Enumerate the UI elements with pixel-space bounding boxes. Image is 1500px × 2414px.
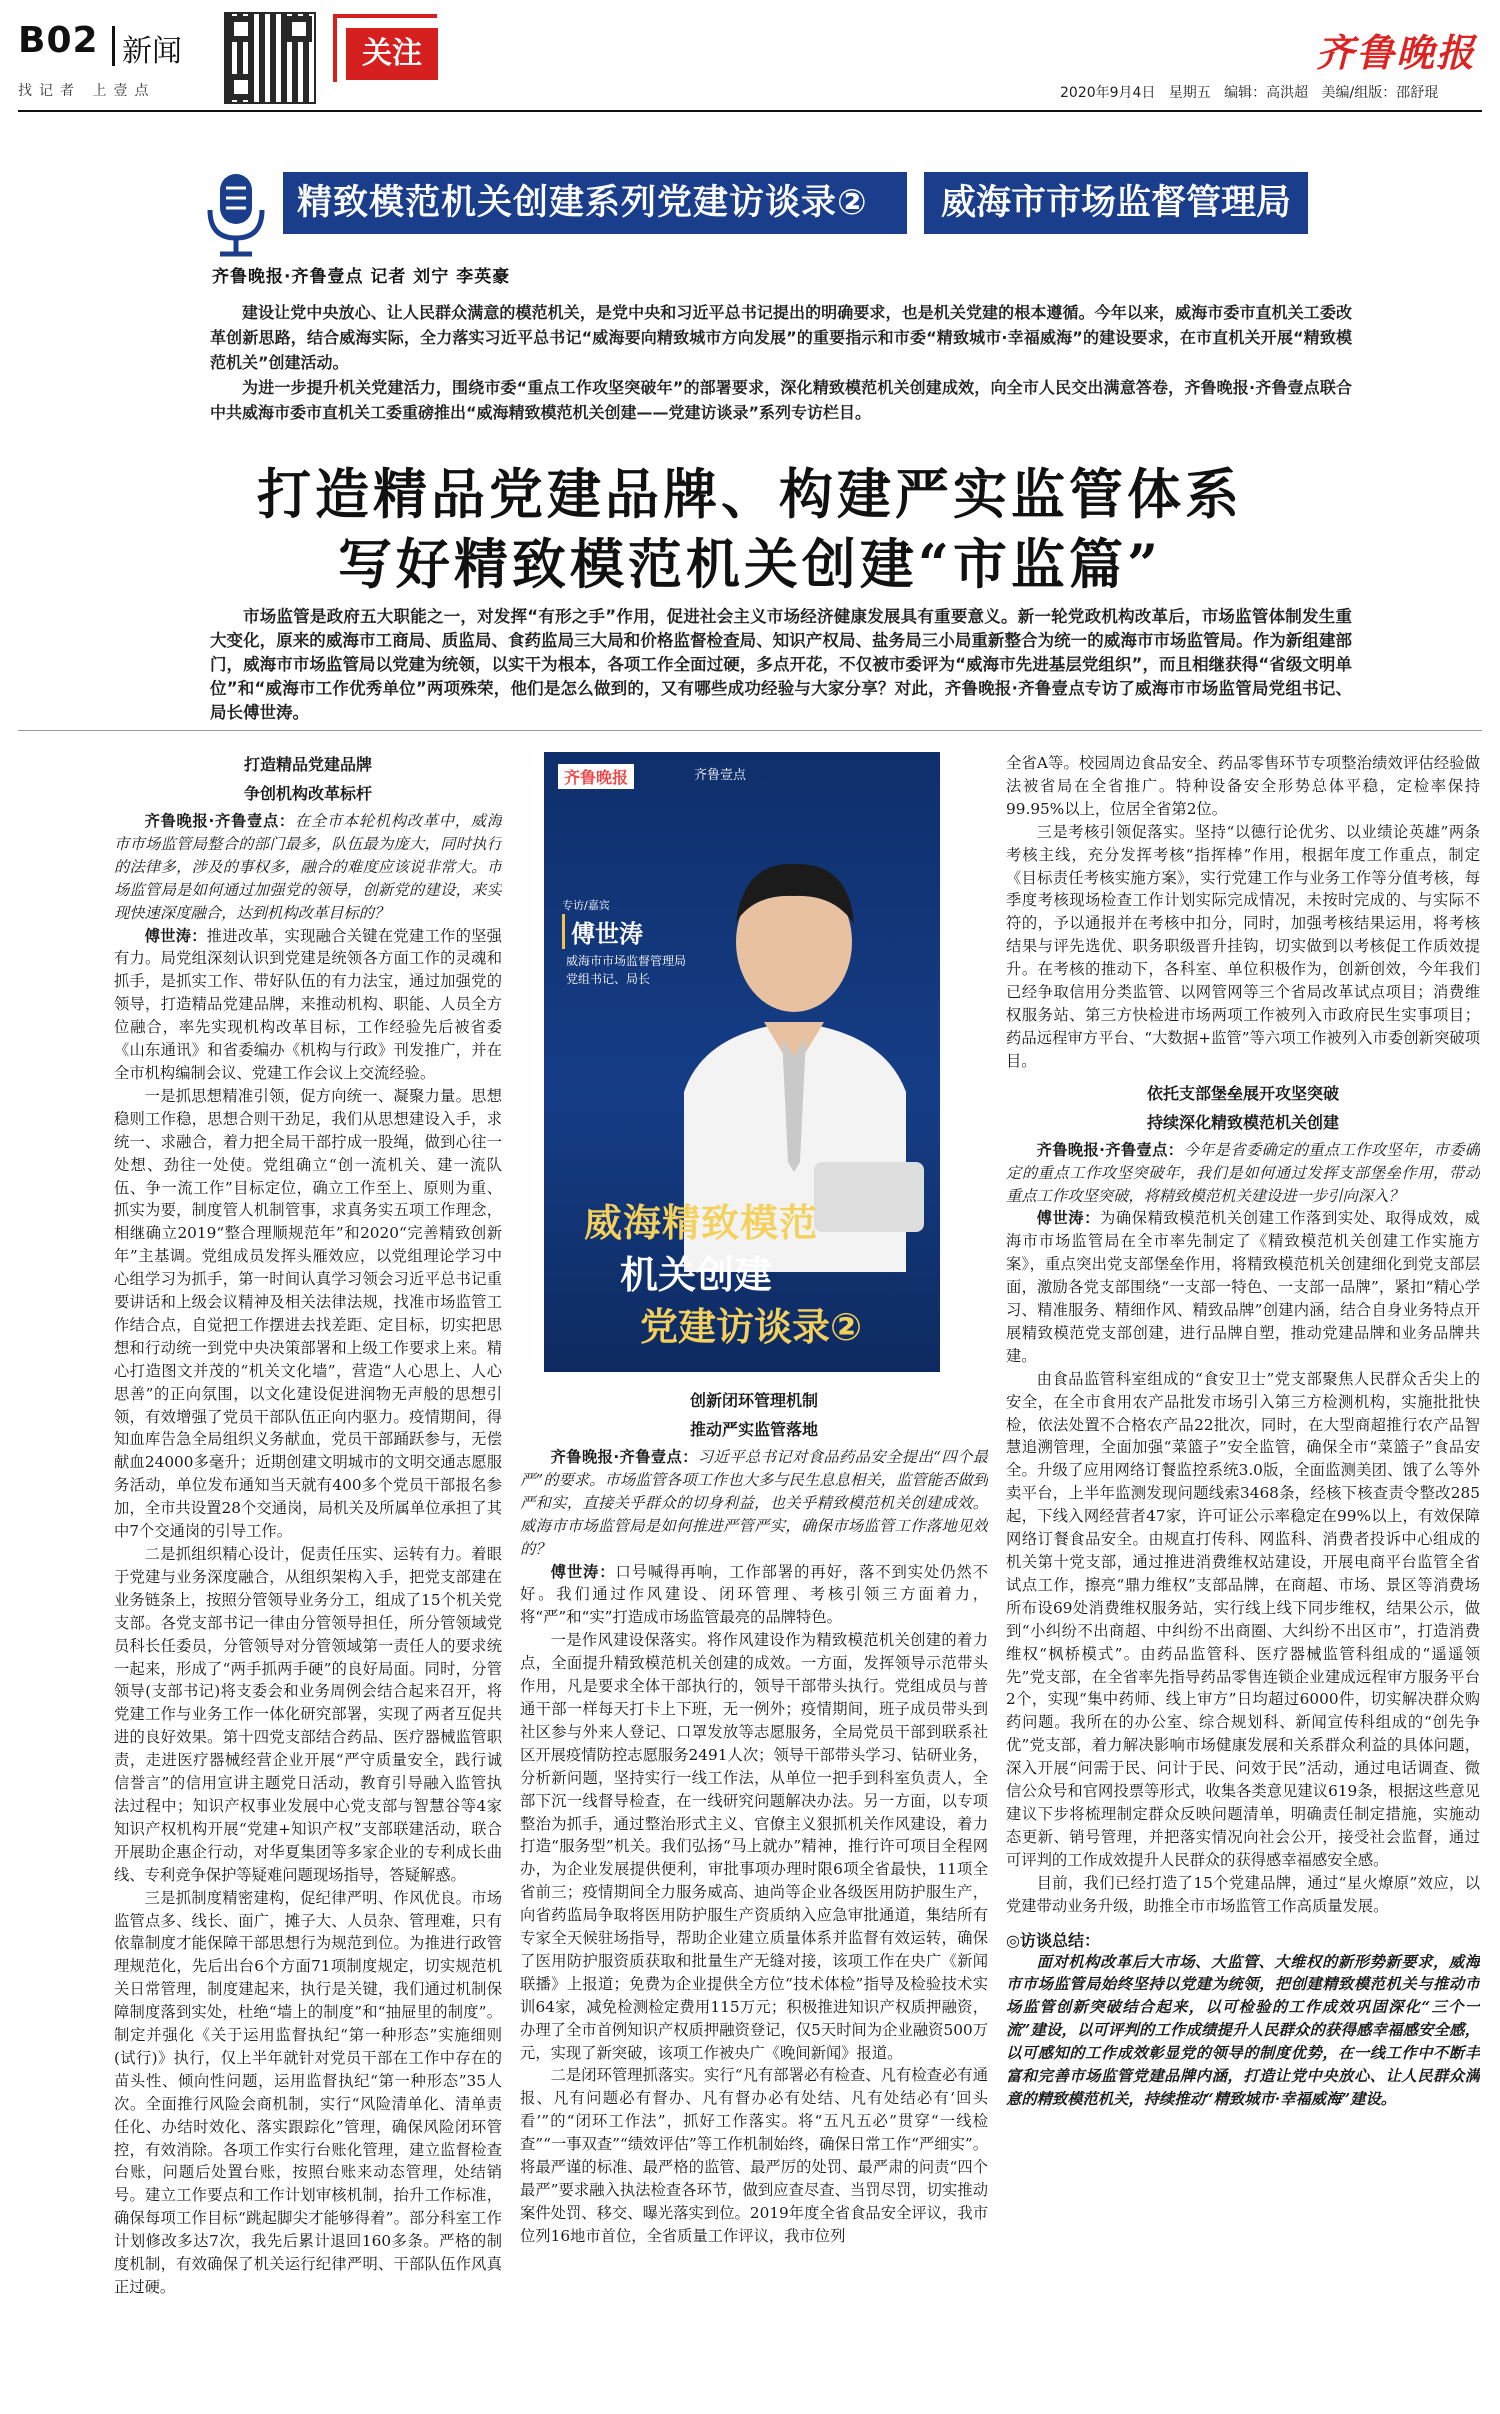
answer-paragraph [1006, 1207, 1480, 1367]
dateline: 2020年9月4日 星期五 编辑：高洪超 美编/组版：邵舒琨 [1060, 85, 1439, 101]
body-paragraph: 目前，我们已经打造了15个党建品牌，通过“星火燎原”效应，以党建带动业务升级，助推全市市场监管工作高质量发展。 [1006, 1873, 1480, 1915]
answer-paragraph [114, 925, 502, 1085]
answer-label: 傅世涛： [1036, 1209, 1101, 1228]
body-paragraph: 一是抓思想精准引领，促方向统一、凝聚力量。思想稳则工作稳，思想合则干劲足，我们从思想建设入手，求统一、求融合，着力把全局干部拧成一股绳，做到心往一处想、劲往一处使。党组确立“创一流机关、建一流队伍、争一流工作”目标定位，确立工作至上、原则为重、抓实为要，制度管人机制管事，求真务实五项工作理念，相继确立2019“整合理顺规范年”和2020“完善精致创新年”主基调。党组成员发挥头雁效应，以党组理论学习中心组学习为抓手，第一时间认真学习领会习近平总书记重要讲话和上级会议精神及相关法律法规，找准市场监管工作结合点，自觉把工作摆进去找差距、定目标，切实把思想和行动统一到党中央决策部署和上级工作要求上来。精心打造图文并茂的“机关文化墙”，营造“人心思上、人心思善”的正向氛围，以文化建设促进润物无声般的思想引领，有效增强了党员干部队伍正向内驱力。疫情期间，得知血库告急全局组织义务献血，党员干部踊跃参与，无偿献血24000多毫升；近期创建文明城市的文明交通志愿服务活动，单位发布通知当天就有400多个党员干部报名参加，全市共设置28个交通岗，局机关及所属单位承担了其中7个交通岗的引导工作。 [114, 1086, 502, 1541]
interviewee-title: 党组书记、局长 [566, 972, 651, 986]
photo-tag: 专访/嘉宾 [562, 899, 610, 912]
answer-text: 推进改革，实现融合关键在党建工作的坚强有力。局党组深刻认识到党建是统领各方面工作的灵魂和抓手，是抓实工作、带好队伍的有力法宝，通过加强党的领导，打造精品党建品牌，来推动机构、职能、人员全方位融合，率先实现机构改革目标，工作经验先后被省委《山东通讯》和省委编办《机构与行政》刊发推广，并在全市机构编制会议、党建工作会议上交流经验。 [114, 926, 502, 1082]
subheading: 持续深化精致模范机关创建 [1146, 1112, 1339, 1132]
lead-paragraph: 市场监管是政府五大职能之一，对发挥“有形之手”作用，促进社会主义市场经济健康发展具有重要意义。新一轮党政机构改革后，市场监管体制发生重大变化，原来的威海市工商局、质监局、食药监局三大局和价格监督检查局、知识产权局、盐务局三小局重新整合为统一的威海市市场监管局。作为新组建部门，威海市市场监管局以党建为统领，以实干为根本，各项工作全面过硬，多点开花，不仅被市委评为“威海市先进基层党组织”，而且相继获得“省级文明单位”和“威海市工作优秀单位”两项殊荣，他们是怎么做到的，又有哪些成功经验与大家分享？对此，齐鲁晚报·齐鲁壹点专访了威海市市场监管局党组书记、局长傅世涛。 [210, 607, 1352, 722]
photo-caption-line2: 机关创建 [620, 1253, 773, 1297]
question-label: 齐鲁晚报·齐鲁壹点： [144, 812, 295, 830]
photo-logo: 齐鲁晚报 [558, 764, 634, 789]
body-paragraph: 二是抓组织精心设计，促责任压实、运转有力。着眼于党建与业务深度融合，从组织架构入手，把党支部建在业务链条上，按照分管领导业务分工，组成了15个机关党支部。各党支部书记一律由分管领导担任，所分管领域党员科长任委员，分管领导对分管领域第一责任人的要求统一起来，形成了“两手抓两手硬”的良好局面。同时，分管领导(支部书记)将支委会和业务周例会结合起来召开，将党建工作与业务工作一体化研究部署，实现了两者互促共进的良好效果。第十四党支部结合药品、医疗器械监管职责，走进医疗器械经营企业开展“严守质量安全，践行诚信誉言”的信用宣讲主题党日活动，教育引导融入监管执法过程中；知识产权事业发展中心党支部与智慧谷等4家知识产权机构开展“党建+知识产权”支部联建活动，联合开展助企惠企行动，对华夏集团等多家企业的专利成长曲线、专利竞争保护等疑难问题现场指导，答疑解惑。 [114, 1545, 502, 1884]
photo-caption-line3: 党建访谈录② [640, 1305, 863, 1349]
intro-paragraph: 为进一步提升机关党建活力，围绕市委“重点工作攻坚突破年”的部署要求，深化精致模范机关创建成效，向全市人民交出满意答卷，齐鲁晚报·齐鲁壹点联合中共威海市委市直机关工委重磅推出“威海精致模范机关创建——党建访谈录”系列专访栏目。 [210, 378, 1352, 422]
body-paragraph: 全省A等。校园周边食品安全、药品零售环节专项整治绩效评估经验做法被省局在全省推广。特种设备安全形势总体平稳，定检率保持99.95%以上，位居全省第2位。 [1006, 754, 1480, 818]
subheading: 推动严实监管落地 [689, 1420, 818, 1439]
body-paragraph: 三是抓制度精密建构，促纪律严明、作风优良。市场监管点多、线长、面广，摊子大、人员杂、管理难，只有依靠制度才能保障干部思想行为规范到位。为推进行政管理规范化，先后出台6个方面71项制度规定，切实规范机关日常管理，制度建起来，执行是关键，我们通过机制保障制度落到实处，杜绝“墙上的制度”和“抽屉里的制度”。制定并强化《关于运用监督执纪“第一种形态”实施细则(试行)》执行，仅上半年就针对党员干部在工作中存在的苗头性、倾向性问题，运用监督执纪“第一种形态”35人次。全面推行风险会商机制，实行“风险清单化、清单责任化、办结时效化、落实跟踪化”管理，确保风险闭环管控，有效消除。各项工作实行台账化管理，建立监督检查台账，问题后处置台账，按照台账来动态管理，处结销号。建立工作要点和工作计划审核机制，抬升工作标准，确保每项工作目标“跳起脚尖才能够得着”。部分科室工作计划修改多达7次，我先后累计退回160多条。严格的制度机制，有效确保了机关运行纪律严明、干部队伍作风真正过硬。 [114, 1888, 502, 2296]
question-label: 齐鲁晚报·齐鲁壹点： [1036, 1140, 1184, 1159]
headline-line2: 写好精致模范机关创建“市监篇” [337, 532, 1163, 596]
microphone-icon [196, 170, 276, 260]
body-paragraph: 二是闭环管理抓落实。实行“凡有部署必有检查、凡有检查必有通报、凡有问题必有督办、凡有督办必有处结、凡有处结必有‘回头看’”的“闭环工作法”，抓好工作落实。将“五凡五必”贯穿“一线检查”“一事双查”“绩效评估”等工作机制始终，确保日常工作“严细实”。将最严谨的标准、最严格的监管、最严厉的处罚、最严肃的问责“四个最严”要求融入执法检查各环节，做到应查尽查、当罚尽罚，切实推动案件处罚、移交、曝光落实到位。2019年度全省食品安全评议，我市位列16地市首位，全省质量工作评议，我市位列 [520, 2066, 988, 2245]
subheading: 创新闭环管理机制 [689, 1391, 818, 1410]
question-paragraph [520, 1446, 988, 1561]
headline-line1: 打造精品党建品牌、构建严实监管体系 [257, 462, 1243, 526]
question-label: 齐鲁晚报·齐鲁壹点： [550, 1448, 698, 1466]
intro-block [210, 300, 1352, 425]
photo-logo-2: 齐鲁壹点 [694, 768, 747, 783]
section-tag: 关注 [346, 28, 438, 80]
newspaper-logo: 齐鲁晚报 [1316, 30, 1477, 75]
question-paragraph [1006, 1139, 1480, 1208]
body-paragraph: 一是作风建设保落实。将作风建设作为精致模范机关创建的着力点，全面提升精致模范机关创建的成效。一方面，发挥领导示范带头作用，凡是要求全体干部执行的，领导干部带头执行。党组成员与普通干部一样每天打卡上下班，无一例外；疫情期间，班子成员带头到社区参与外来人登记、口罩发放等志愿服务，全局党员干部到联系社区开展疫情防控志愿服务2491人次；领导干部带头学习、钻研业务，分析新问题，坚持实行一线工作法，从单位一把手到科室负责人，全部下沉一线督导检查，在一线研究问题解决办法。另一方面，以专项整治为抓手，通过整治形式主义、官僚主义狠抓机关作风建设，着力打造“服务型”机关。我们弘扬“马上就办”精神，推行许可项目全程网办，为企业发展提供便利，审批事项办理时限6项全省最快，11项全省前三；疫情期间全力服务威高、迪尚等企业各级医用防护服生产，向省药监局争取将医用防护服生产资质纳入应急审批通道，集结所有专家全天候驻场指导，帮助企业建立质量体系并监督有效运转，确保了医用防护服资质获取和批量生产无缝对接，该项工作在央广《新闻联播》上报道；免费为企业提供全方位“技术体检”指导及检验技术实训64家，减免检测检定费用115万元；积极推进知识产权质押融资，办理了全市首例知识产权质押融资登记，仅5天时间为企业融资500万元，实现了新突破，该项工作被央广《晚间新闻》报道。 [520, 1631, 988, 2062]
series-banner: 精致模范机关创建系列党建访谈录② [283, 172, 907, 234]
answer-label: 傅世涛： [550, 1562, 616, 1581]
question-paragraph [114, 810, 502, 925]
interview-photo [544, 752, 940, 1372]
summary-paragraph: 面对机构改革后大市场、大监管、大维权的新形势新要求，威海市市场监管局始终坚持以党建为统领，把创建精致模范机关与推动市场监管创新突破结合起来，以可检验的工作成效巩固深化“三个一流”建设，以可评判的工作成绩提升人民群众的获得感幸福感安全感，以可感知的工作成效彰显党的领导的制度优势，在一线工作中不断丰富和完善市场监管党建品牌内涵，打造让党中央放心、让人民群众满意的精致模范机关，持续推动“精致城市·幸福威海”建设。 [1006, 1952, 1480, 2108]
question-text: 在全市本轮机构改革中，威海市市场监管局整合的部门最多，队伍最为庞大，同时执行的法律多，涉及的事权多，融合的难度应该说非常大。市场监管局是如何通过加强党的领导，创新党的建设，来实现快速深度融合，达到机构改革目标的？ [114, 812, 502, 922]
article-column-1 [114, 752, 502, 2392]
section-rule [18, 730, 1482, 731]
article-column-2 [520, 1388, 988, 2394]
unit-banner: 威海市市场监督管理局 [924, 172, 1308, 234]
summary-heading [1006, 1928, 1480, 1951]
byline: 齐鲁晚报·齐鲁壹点 记者 刘宁 李英豪 [212, 267, 511, 287]
body-paragraph: 三是考核引领促落实。坚持“以德行论优劣、以业绩论英雄”两条考核主线，充分发挥考核“指挥棒”作用，根据年度工作重点，制定《目标责任考核实施方案》，实行党建工作与业务工作等分值考核，每季度考核现场检查工作计划实际完成情况，未按时完成的、与实际不符的，予以通报并在考核中扣分，同时，加强考核结果运用，将考核结果与评先选优、职务职级晋升挂钩，切实做到以考核促工作质效提升。在考核的推动下，各科室、单位积极作为，创新创效，今年我们已经争取信用分类监管、以网管网等三个省局改革试点项目；消费维权服务站、第三方快检进市场两项工作被列入市政府民生实事项目；药品远程审方平台、“大数据+监管”等六项工作被列入市委创新突破项目。 [1006, 822, 1480, 1070]
question-text: 习近平总书记对食品药品安全提出“四个最严”的要求。市场监管各项工作也大多与民生息息相关，监管能否做到严和实，直接关乎群众的切身利益，也关乎精致模范机关创建成效。威海市市场监管局是如何推进严管严实，确保市场监管工作落地见效的？ [520, 1448, 988, 1558]
answer-text: 为确保精致模范机关创建工作落到实处、取得成效，威海市市场监管局在全市率先制定了《精致模范机关创建工作实施方案》，重点突出党支部堡垒作用，将精致模范机关创建细化到党支部层面，激励各党支部围绕“一支部一特色、一支部一品牌”，紧扣“精心学习、精准服务、精细作风、精致品牌”创建内涵，结合自身业务特点开展精致模范党支部创建，进行品牌自塑，推动党建品牌和业务品牌共建。 [1006, 1209, 1480, 1365]
intro-paragraph: 建设让党中央放心、让人民群众满意的模范机关，是党中央和习近平总书记提出的明确要求，也是机关党建的根本遵循。今年以来，威海市委市直机关工委改革创新思路，结合威海实际，全力落实习近平总书记“威海要向精致城市方向发展”的重要指示和市委“精致城市·幸福威海”的建设要求，在市直机关开展“精致模范机关”创建活动。 [210, 303, 1352, 372]
question-text: 今年是省委确定的重点工作攻坚年，市委确定的重点工作攻坚突破年，我们是如何通过发挥支部堡垒作用，带动重点工作攻坚突破，将精致模范机关建设进一步引向深入？ [1006, 1140, 1480, 1205]
article-column-3 [1006, 752, 1480, 2392]
interviewee-name: 傅世涛 [562, 914, 643, 949]
answer-label: 傅世涛： [144, 926, 207, 945]
masthead-subline: 找记者 上壹点 [18, 83, 156, 99]
subheading: 依托支部堡垒展开攻坚突破 [1146, 1083, 1339, 1103]
answer-paragraph [520, 1561, 988, 1630]
page-number: B02 [18, 20, 99, 61]
body-paragraph: 由食品监管科室组成的“食安卫士”党支部聚焦人民群众舌尖上的安全，在全市食用农产品批发市场引入第三方检测机构，实施批批快检，依法处置不合格农产品22批次，同时，在大型商超推行农产品智慧追溯管理，全面加强“菜篮子”安全监管，确保全市“菜篮子”食品安全。升级了应用网络订餐监控系统3.0版，全面监测美团、饿了么等外卖平台，上半年监测发现问题线索3468条，经核下核查责令整改285起，下线入网经营者47家，许可证公示率稳定在99%以上，有效保障网络订餐食品安全。由规直打传科、网监科、消费者投诉中心组成的机关第十党支部，通过推进消费维权站建设，开展电商平台监管全省试点工作，擦亮“鼎力维权”支部品牌，在商超、市场、景区等消费场所布设69处消费维权服务站，实行线上线下同步维权，结果公示，做到“小纠纷不出商超、中纠纷不出商圈、大纠纷不出区市”，打造消费维权“枫桥模式”。由药品监管科、医疗器械监管科组成的“遥遥领先”党支部，在全省率先指导药品零售连锁企业建成远程审方服务平台2个，实现“集中药师、线上审方”日均超过6000件，切实解决群众购药问题。我所在的办公室、综合规划科、新闻宣传科组成的“创先争优”党支部，着力解决影响市场健康发展和关系群众利益的具体问题，深入开展“问需于民、问计于民、问效于民”活动，通过电话调查、微信公众号和官网投票等形式，收集各类意见建议619条，根据这些意见建议下步将梳理制定群众反映问题清单，明确责任制定措施，实施动态更新、销号管理，并把落实情况向社会公开，接受社会监督，通过可评判的工作成效提升人民群众的获得感幸福感安全感。 [1006, 1369, 1480, 1869]
qr-code-icon[interactable] [224, 12, 316, 104]
masthead-divider [112, 26, 115, 66]
section-name: 新闻 [122, 34, 182, 69]
masthead-rule [18, 110, 1482, 112]
interviewee-org: 威海市市场监督管理局 [566, 954, 687, 968]
subheading: 争创机构改革标杆 [243, 784, 372, 803]
photo-caption-line1: 威海精致模范 [584, 1201, 819, 1245]
subheading: 打造精品党建品牌 [243, 755, 372, 774]
summary-label: 访谈总结： [1019, 1930, 1100, 1950]
bullet-icon: ◎ [1006, 1930, 1020, 1950]
answer-text: 口号喊得再响，工作部署的再好，落不到实处仍然不好。我们通过作风建设、闭环管理、考核引领三方面着力，将“严”和“实”打造成市场监管最亮的品牌特色。 [520, 1562, 988, 1627]
